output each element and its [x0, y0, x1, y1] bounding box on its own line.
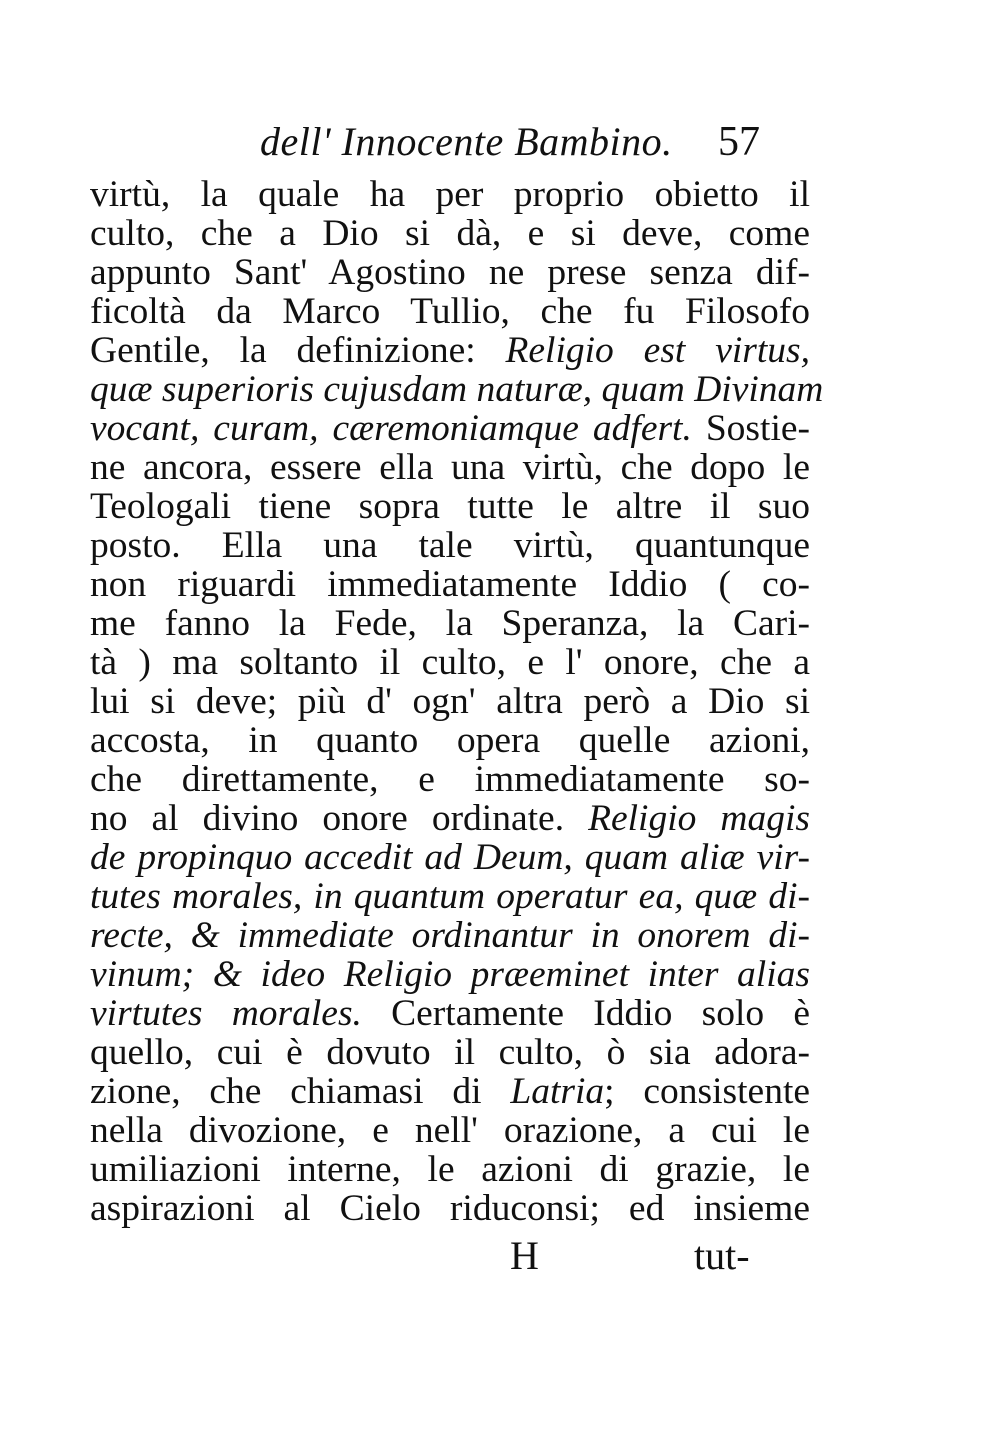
- text-line: [90, 526, 810, 565]
- text-line: [90, 487, 810, 526]
- text-segment: Sostie-: [691, 408, 810, 449]
- text-line: [90, 1033, 810, 1072]
- text-line: [90, 175, 810, 214]
- text-segment: ficoltà da Marco Tullio, che fu Filosofo: [90, 291, 810, 332]
- signature-mark: H: [510, 1233, 539, 1278]
- text-segment: appunto Sant' Agostino ne prese senza dif-: [90, 252, 810, 293]
- text-segment: ; consistente: [604, 1071, 811, 1112]
- text-line: [90, 331, 810, 370]
- text-line: [90, 409, 810, 448]
- text-line: [90, 448, 810, 487]
- text-segment: me fanno la Fede, la Speranza, la Cari-: [90, 603, 810, 644]
- text-line: [90, 253, 810, 292]
- text-segment: lui si deve; più d' ogn' altra però a Dio si: [90, 681, 810, 722]
- text-line: [90, 682, 810, 721]
- text-segment: Gentile, la definizione:: [90, 330, 506, 371]
- text-line: [90, 994, 810, 1033]
- text-line: [90, 643, 810, 682]
- italic-segment: tutes morales, in quantum operatur ea, quæ di-: [90, 876, 810, 917]
- text-segment: umiliazioni interne, le azioni di grazie, le: [90, 1149, 810, 1190]
- text-line: [90, 1150, 810, 1189]
- italic-segment: vocant, curam, cæremoniamque adfert.: [90, 408, 692, 449]
- text-segment: virtù, la quale ha per proprio obietto il: [90, 174, 810, 215]
- text-segment: zione, che chiamasi di: [90, 1071, 511, 1112]
- page-number: 57: [718, 119, 760, 165]
- text-line: [90, 916, 810, 955]
- text-segment: no al divino onore ordinate.: [90, 798, 589, 839]
- text-line: [90, 1072, 810, 1111]
- italic-segment: Latria: [510, 1071, 605, 1112]
- italic-segment: Religio est virtus,: [505, 330, 810, 371]
- catchword: tut-: [694, 1233, 750, 1278]
- text-line: [90, 1189, 810, 1228]
- text-segment: accosta, in quanto opera quelle azioni,: [90, 720, 810, 761]
- italic-segment: de propinquo accedit ad Deum, quam aliæ vir-: [90, 837, 810, 878]
- text-segment: posto. Ella una tale virtù, quantunque: [90, 525, 810, 566]
- text-segment: che direttamente, e immediatamente so-: [90, 759, 810, 800]
- text-segment: Certamente Iddio solo è: [361, 993, 810, 1034]
- text-line: [90, 838, 810, 877]
- text-line: [90, 214, 810, 253]
- text-line: [90, 877, 810, 916]
- italic-segment: Religio magis: [588, 798, 810, 839]
- text-segment: aspirazioni al Cielo riduconsi; ed insieme: [90, 1188, 810, 1229]
- text-segment: tà ) ma soltanto il culto, e l' onore, che a: [90, 642, 810, 683]
- italic-segment: vinum; & ideo Religio præeminet inter alias: [90, 954, 810, 995]
- text-line: [90, 760, 810, 799]
- text-line: [90, 1111, 810, 1150]
- text-segment: Teologali tiene sopra tutte le altre il suo: [90, 486, 810, 527]
- text-line: [90, 955, 810, 994]
- text-segment: nella divozione, e nell' orazione, a cui le: [90, 1110, 810, 1151]
- text-line: [90, 369, 824, 410]
- italic-segment: virtutes morales.: [90, 993, 362, 1034]
- italic-segment: recte, & immediate ordinantur in onorem di-: [90, 915, 810, 956]
- text-line: [90, 565, 810, 604]
- text-segment: quello, cui è dovuto il culto, ò sia adora-: [90, 1032, 810, 1073]
- body-text: [90, 174, 824, 1229]
- text-line: [90, 604, 810, 643]
- running-title: dell' Innocente Bambino.: [260, 119, 673, 164]
- text-line: [90, 292, 810, 331]
- text-segment: ne ancora, essere ella una virtù, che dopo le: [90, 447, 810, 488]
- text-line: [90, 799, 810, 838]
- text-segment: culto, che a Dio si dà, e si deve, come: [90, 213, 810, 254]
- text-line: [90, 721, 810, 760]
- text-segment: non riguardi immediatamente Iddio ( co-: [90, 564, 810, 605]
- italic-segment: quæ superioris cujusdam naturæ, quam Divinam: [90, 369, 824, 410]
